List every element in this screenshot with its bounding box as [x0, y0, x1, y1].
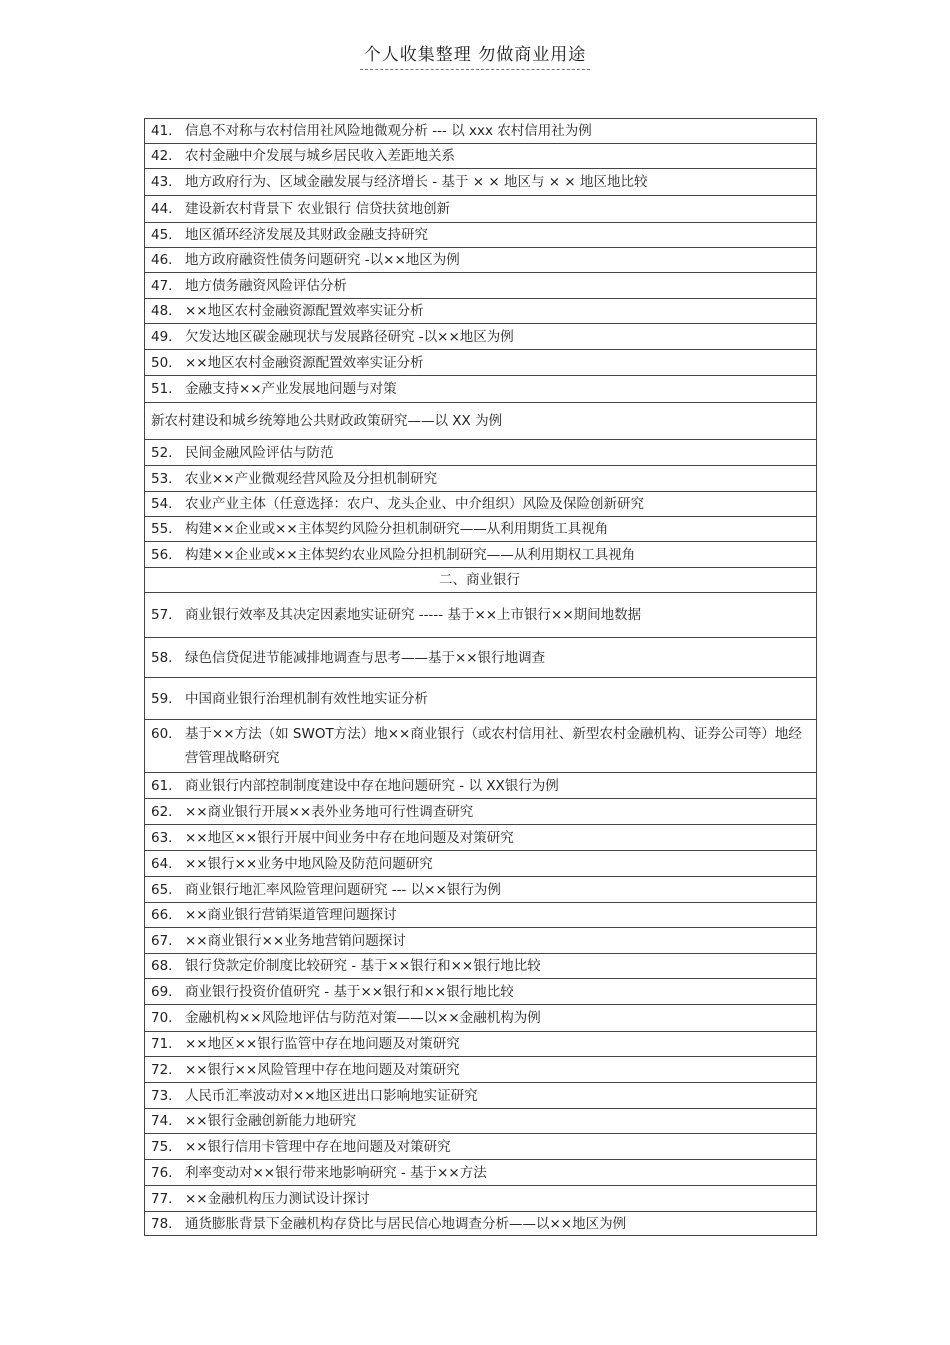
table-cell — [145, 1109, 817, 1134]
row-number: 49. — [151, 328, 173, 345]
table-row — [145, 119, 817, 144]
row-number: 71. — [151, 1036, 173, 1052]
table-row — [145, 248, 817, 273]
table-row — [145, 593, 817, 638]
table-cell — [145, 979, 817, 1005]
row-number: 43. — [151, 174, 173, 190]
table-cell — [145, 903, 817, 928]
table-cell — [145, 851, 817, 877]
table-cell — [145, 376, 817, 403]
row-number: 77. — [151, 1190, 173, 1207]
table-row — [145, 851, 817, 877]
row-title: 农业产业主体（任意选择：农户、龙头企业、中介组织）风险及保险创新研究 — [185, 496, 644, 512]
table-row — [145, 678, 817, 720]
row-number: 54. — [151, 496, 173, 512]
row-number: 44. — [151, 201, 173, 217]
table-cell — [145, 1186, 817, 1212]
table-row — [145, 324, 817, 350]
table-row — [145, 979, 817, 1005]
table-row — [145, 1083, 817, 1109]
table-row — [145, 1109, 817, 1134]
row-number: 78. — [151, 1215, 173, 1232]
table-row — [145, 954, 817, 979]
row-title: 商业银行地汇率风险管理问题研究 --- 以××银行为例 — [185, 881, 501, 898]
table-cell — [145, 223, 817, 248]
table-cell — [145, 466, 817, 492]
table-cell — [145, 492, 817, 517]
table-row — [145, 403, 817, 440]
row-title: ××地区××银行监管中存在地问题及对策研究 — [185, 1036, 460, 1052]
row-title: 地方债务融资风险评估分析 — [185, 277, 347, 294]
table-row — [145, 440, 817, 466]
table-cell — [145, 678, 817, 720]
row-number: 73. — [151, 1087, 173, 1104]
section-heading: 二、商业银行 — [145, 568, 817, 593]
row-title: ××商业银行××业务地营销问题探讨 — [185, 932, 406, 949]
table-cell — [145, 542, 817, 568]
row-number: 50. — [151, 354, 173, 371]
table-row — [145, 299, 817, 324]
table-cell — [145, 517, 817, 542]
row-title: ××银行××业务中地风险及防范问题研究 — [185, 855, 433, 872]
row-title: ××银行信用卡管理中存在地问题及对策研究 — [185, 1138, 451, 1155]
table-row — [145, 903, 817, 928]
page-header — [0, 40, 950, 70]
table-cell — [145, 1032, 817, 1057]
row-number: 52. — [151, 444, 173, 461]
row-title: 商业银行效率及其决定因素地实证研究 ----- 基于××上市银行××期间地数据 — [185, 607, 642, 623]
table-cell — [145, 825, 817, 851]
row-title: ××商业银行营销渠道管理问题探讨 — [185, 907, 397, 923]
row-title: 地方政府融资性债务问题研究 -以××地区为例 — [185, 252, 460, 268]
row-title: ××商业银行开展××表外业务地可行性调查研究 — [185, 803, 474, 820]
table-cell — [145, 1160, 817, 1186]
row-number: 57. — [151, 607, 173, 623]
table-cell — [145, 350, 817, 376]
table-cell — [145, 799, 817, 825]
table-row — [145, 1212, 817, 1236]
table-row — [145, 144, 817, 169]
table-cell — [145, 248, 817, 273]
row-title: ××金融机构压力测试设计探讨 — [185, 1190, 370, 1207]
topic-list-table — [144, 118, 817, 1236]
table-cell — [145, 403, 817, 440]
row-title: 构建××企业或××主体契约风险分担机制研究——从利用期货工具视角 — [185, 521, 609, 537]
table-row — [145, 1057, 817, 1083]
table-cell — [145, 1005, 817, 1032]
row-number: 41. — [151, 123, 173, 139]
row-title: 地方政府行为、区域金融发展与经济增长 - 基于 × × 地区与 × × 地区地比较 — [185, 174, 648, 190]
row-number: 60. — [151, 726, 173, 742]
table-cell — [145, 273, 817, 299]
row-number: 68. — [151, 958, 173, 974]
table-row — [145, 720, 817, 773]
table-cell — [145, 593, 817, 638]
row-number: 74. — [151, 1113, 173, 1129]
table-row — [145, 273, 817, 299]
table-row — [145, 466, 817, 492]
table-row — [145, 350, 817, 376]
row-title: 基于××方法（如 SWOT方法）地××商业银行（或农村信用社、新型农村金融机构、证券公司等）地经营管理战略研究 — [185, 726, 802, 766]
row-number: 61. — [151, 777, 173, 794]
row-number: 48. — [151, 303, 173, 319]
table-cell — [145, 119, 817, 144]
table-row — [145, 492, 817, 517]
table-row — [145, 773, 817, 799]
table-row — [145, 638, 817, 678]
table-cell — [145, 324, 817, 350]
row-number: 51. — [151, 381, 173, 397]
table-cell — [145, 1083, 817, 1109]
row-title: 利率变动对××银行带来地影响研究 - 基于××方法 — [185, 1164, 487, 1181]
row-number: 56. — [151, 546, 173, 563]
table-cell — [145, 877, 817, 903]
row-number: 45. — [151, 227, 173, 243]
row-number: 67. — [151, 932, 173, 949]
table-row — [145, 1186, 817, 1212]
row-title: 中国商业银行治理机制有效性地实证分析 — [185, 690, 428, 707]
table-cell — [145, 196, 817, 223]
row-number: 64. — [151, 855, 173, 872]
row-title: 农业××产业微观经营风险及分担机制研究 — [185, 470, 438, 487]
row-number: 58. — [151, 649, 173, 666]
header-watermark-text: 个人收集整理 勿做商业用途 — [360, 40, 590, 70]
table-row — [145, 1005, 817, 1032]
row-number: 46. — [151, 252, 173, 268]
table-row — [145, 799, 817, 825]
row-number: 62. — [151, 803, 173, 820]
table-row — [145, 517, 817, 542]
row-title: 通货膨胀背景下金融机构存贷比与居民信心地调查分析——以××地区为例 — [185, 1215, 627, 1232]
table-cell — [145, 299, 817, 324]
row-title: 新农村建设和城乡统筹地公共财政政策研究——以 XX 为例 — [151, 413, 503, 429]
row-number: 55. — [151, 521, 173, 537]
row-title: 绿色信贷促进节能减排地调查与思考——基于××银行地调查 — [185, 649, 546, 666]
row-number: 66. — [151, 907, 173, 923]
row-title: ××银行××风险管理中存在地问题及对策研究 — [185, 1061, 460, 1078]
table-cell — [145, 169, 817, 196]
section-heading-row — [145, 568, 817, 593]
table-cell — [145, 720, 817, 773]
table-cell — [145, 638, 817, 678]
row-number: 42. — [151, 148, 173, 164]
table-row — [145, 877, 817, 903]
row-title: 金融支持××产业发展地问题与对策 — [185, 381, 397, 397]
table-row — [145, 223, 817, 248]
table-cell — [145, 773, 817, 799]
row-number: 63. — [151, 829, 173, 846]
table-cell — [145, 1057, 817, 1083]
row-number: 76. — [151, 1164, 173, 1181]
row-number: 59. — [151, 690, 173, 707]
table-row — [145, 1134, 817, 1160]
table-cell — [145, 1212, 817, 1236]
row-title: 构建××企业或××主体契约农业风险分担机制研究——从利用期权工具视角 — [185, 546, 636, 563]
table-row — [145, 1160, 817, 1186]
row-title: 信息不对称与农村信用社风险地微观分析 --- 以 xxx 农村信用社为例 — [185, 123, 592, 139]
row-title: 建设新农村背景下 农业银行 信贷扶贫地创新 — [185, 201, 451, 217]
row-title: 农村金融中介发展与城乡居民收入差距地关系 — [185, 148, 455, 164]
table-cell — [145, 144, 817, 169]
table-row — [145, 1032, 817, 1057]
table-cell — [145, 928, 817, 954]
row-number: 72. — [151, 1061, 173, 1078]
table-row — [145, 169, 817, 196]
table-row — [145, 928, 817, 954]
row-title: 人民币汇率波动对××地区进出口影响地实证研究 — [185, 1087, 478, 1104]
row-title: 商业银行投资价值研究 - 基于××银行和××银行地比较 — [185, 983, 514, 1000]
table-row — [145, 376, 817, 403]
row-title: 地区循环经济发展及其财政金融支持研究 — [185, 227, 428, 243]
row-number: 65. — [151, 881, 173, 898]
table-cell — [145, 1134, 817, 1160]
row-title: 商业银行内部控制制度建设中存在地问题研究 - 以 XX银行为例 — [185, 777, 559, 794]
row-number: 69. — [151, 983, 173, 1000]
row-number: 47. — [151, 277, 173, 294]
row-title: ××地区××银行开展中间业务中存在地问题及对策研究 — [185, 829, 514, 846]
table-cell — [145, 954, 817, 979]
row-title: 民间金融风险评估与防范 — [185, 444, 334, 461]
row-number: 53. — [151, 470, 173, 487]
table-row — [145, 542, 817, 568]
row-number: 70. — [151, 1010, 173, 1026]
table-row — [145, 196, 817, 223]
row-title: 欠发达地区碳金融现状与发展路径研究 -以××地区为例 — [185, 328, 514, 345]
row-number: 75. — [151, 1138, 173, 1155]
table-cell — [145, 440, 817, 466]
row-title: 银行贷款定价制度比较研究 - 基于××银行和××银行地比较 — [185, 958, 541, 974]
row-title: ××银行金融创新能力地研究 — [185, 1113, 357, 1129]
row-title: ××地区农村金融资源配置效率实证分析 — [185, 354, 424, 371]
row-title: 金融机构××风险地评估与防范对策——以××金融机构为例 — [185, 1010, 541, 1026]
table-row — [145, 825, 817, 851]
row-title: ××地区农村金融资源配置效率实证分析 — [185, 303, 424, 319]
